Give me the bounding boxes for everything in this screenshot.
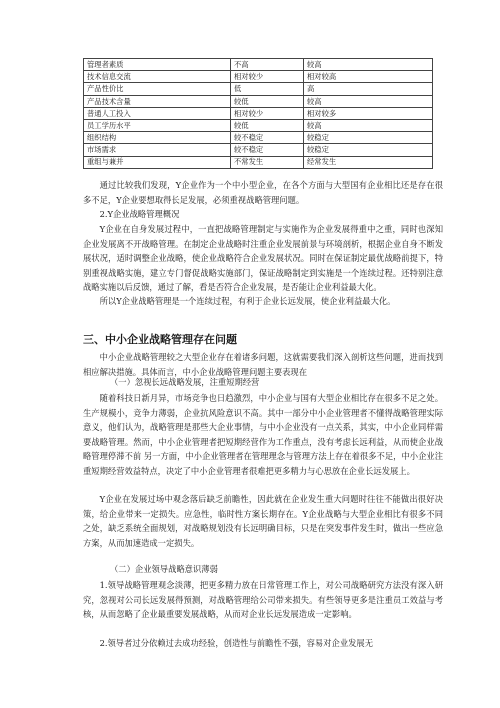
table-cell: 管理者素质 — [84, 59, 231, 71]
table-cell: 经常发生 — [304, 156, 433, 168]
paragraph-short-term: 随着科技日新月异，市场竞争也日趋激烈，中小企业与国有大型企业相比存在很多不足之处。生产规模小，竞争力薄弱，企业抗风险意识不高。其中一部分中小企业管理者不懂得战略管理实际意义，他们认为，战略管理是那些大企业事情，与中小企业没有一点关系，其实，中小企业同样需要战略管理。然而，中小企业管理者把短期经营作为工作重点，没有考虑长远利益，从而使企业战略管理停滞不前 另一方面，中小企业管理者在管理理念与管理方法上存在着很多不足，中小企业注重短期经营效益特点，决定了中小企业管理者很难把更多精力与心思放在企业长远发展上。 — [83, 393, 443, 476]
table-row — [84, 71, 433, 83]
table-cell: 较不稳定 — [231, 144, 304, 156]
table-row — [84, 83, 433, 95]
table-cell: 不高 — [231, 59, 304, 71]
table-cell: 较低 — [231, 119, 304, 131]
paragraph-comparison-summary: 通过比较我们发现，Y企业作为一个中小型企业，在各个方面与大型国有企业相比还是存在很多不足，Y企业要想取得长足发展，必须重视战略管理问题。 — [83, 180, 443, 205]
table-cell: 相对较少 — [231, 71, 304, 83]
table-cell: 较高 — [304, 95, 433, 107]
table-cell: 技术信息交流 — [84, 71, 231, 83]
table-cell: 组织结构 — [84, 132, 231, 144]
paragraph-leadership-2: 2.领导者过分依赖过去成功经验，创造性与前瞻性不强，容易对企业发展无 — [99, 638, 374, 648]
table-row — [84, 107, 433, 119]
paragraph-strategy-overview: Y企业在自身发展过程中，一直把战略管理制定与实施作为企业发展得重中之重，同时也深知企业发展离不开战略管理。在制定企业战略时注重企业发展前景与环境剖析，根据企业自身不断发展状况，适时调整企业战略，使企业战略符合企业发展状况。同时在保证制定最优战略前提下，特别重视战略实施，建立专门督促战略实施部门，保证战略制定到实施是一个连续过程。还特别注意战略实施以后反馈，通过了解，看是否符合企业发展，是否能让企业利益最大化。 — [83, 224, 443, 293]
paragraph-problems-intro: 中小企业战略管理较之大型企业存在着诸多问题，这就需要我们深入剖析这些问题，进而找到相应解决措施。具体而言，中小企业战略管理问题主要表现在 — [83, 352, 443, 377]
table-cell: 普通人工投入 — [84, 107, 231, 119]
subheading-leadership: （二）企业领导战略意识薄弱 — [110, 564, 218, 574]
table-cell: 市场需求 — [84, 144, 231, 156]
table-row — [84, 132, 433, 144]
table-cell: 较高 — [304, 119, 433, 131]
table-row — [84, 144, 433, 156]
table-cell: 产品性价比 — [84, 83, 231, 95]
paragraph-y-enterprise: Y企业在发展过场中观念落后缺乏前瞻性，因此就在企业发生重大问题时往往不能做出很好决策，给企业带来一定损失。应急性，临时性方案长期存在。Y企业战略与大型企业相比有很多不同之处，缺乏系统全面规划，对战略规划没有长远明确目标，只是在突发事件发生时，做出一些应急方案，从而加速造成一定损失。 — [83, 494, 443, 548]
table-cell: 较低 — [231, 95, 304, 107]
comparison-table — [83, 58, 433, 169]
paragraph-leadership-1: 1.领导战略管理观念淡薄，把更多精力放在日常管理工作上，对公司战略研究方法没有深入研究，忽视对公司长远发展得预测，对战略管理给公司带来损失。有些领导更多是注重员工效益与考核，从而忽略了企业最重要发展战略，从而对企业长远发展造成一定影响。 — [83, 580, 443, 620]
paragraph-strategy-conclusion: 所以Y企业战略管理是一个连续过程，有利于企业长远发展，使企业利益最大化。 — [99, 296, 396, 306]
table-cell: 低 — [231, 83, 304, 95]
table-cell: 相对较多 — [304, 107, 433, 119]
table-cell: 员工学历水平 — [84, 119, 231, 131]
table-cell: 较稳定 — [304, 132, 433, 144]
table-row — [84, 95, 433, 107]
table-cell: 高 — [304, 83, 433, 95]
subheading-short-term: （一）忽视长远战略发展，注重短期经营 — [110, 377, 260, 387]
table-row — [84, 156, 433, 168]
section-heading: 三、中小企业战略管理存在问题 — [83, 333, 237, 346]
table-cell: 较稳定 — [304, 144, 433, 156]
table-cell: 不常发生 — [231, 156, 304, 168]
table-cell: 较高 — [304, 59, 433, 71]
table-cell: 相对较少 — [231, 107, 304, 119]
table-row — [84, 119, 433, 131]
table-cell: 较不稳定 — [231, 132, 304, 144]
table-cell: 相对较高 — [304, 71, 433, 83]
table-cell: 重组与兼并 — [84, 156, 231, 168]
table-cell: 产品技术含量 — [84, 95, 231, 107]
subheading-strategy-overview: 2.Y企业战略管理概况 — [99, 209, 180, 219]
table-row — [84, 59, 433, 71]
